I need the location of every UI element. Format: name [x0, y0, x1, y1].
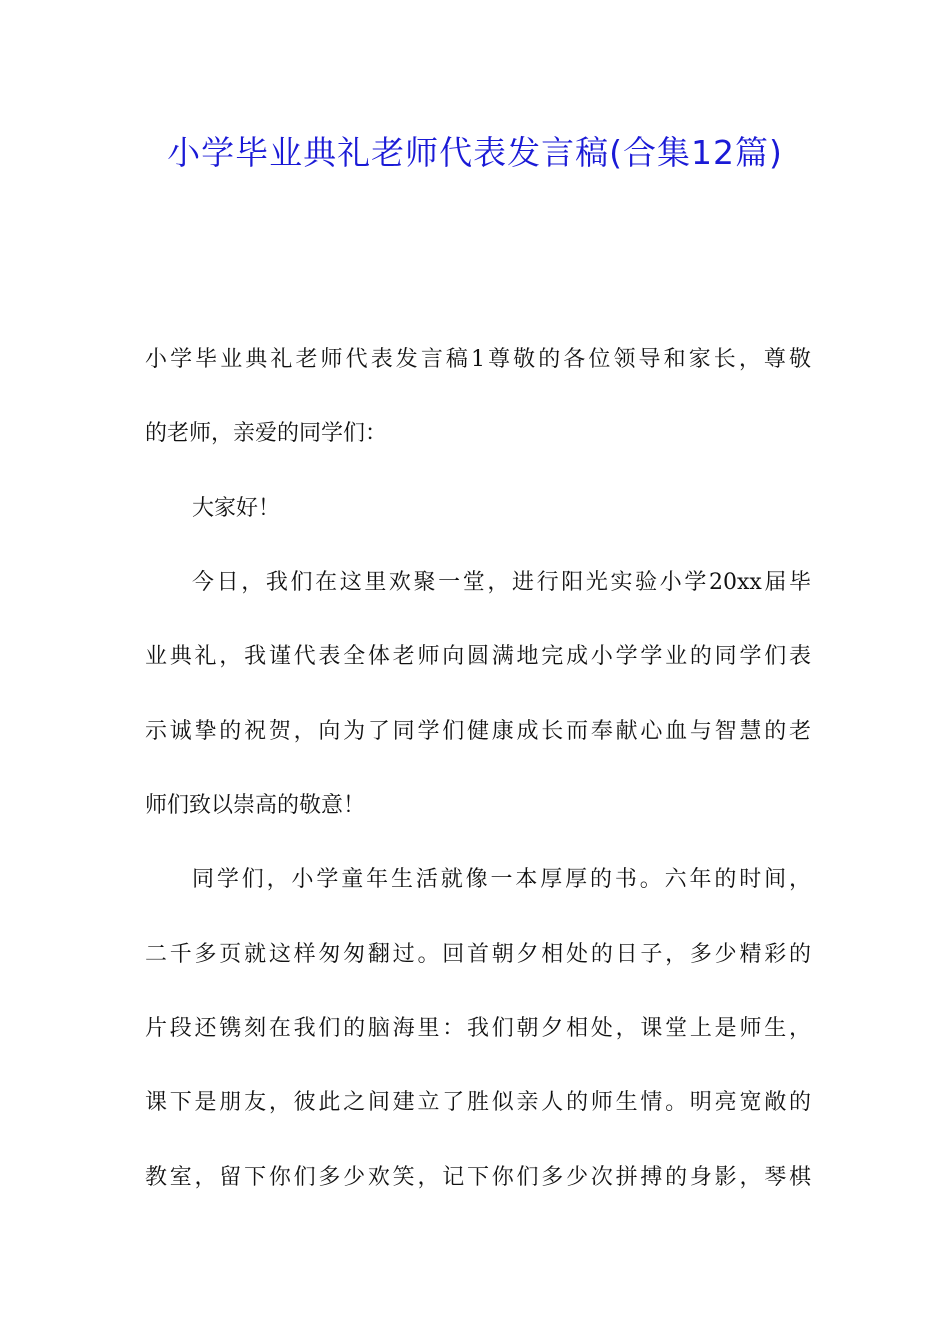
- paragraph-line: 二千多页就这样匆匆翻过。回首朝夕相处的日子，多少精彩的: [145, 942, 811, 967]
- paragraph-line: 同学们，小学童年生活就像一本厚厚的书。六年的时间，: [192, 867, 811, 892]
- paragraph-line: 业典礼，我谨代表全体老师向圆满地完成小学学业的同学们表: [145, 644, 811, 669]
- paragraph-line: 小学毕业典礼老师代表发言稿1尊敬的各位领导和家长，尊敬: [145, 347, 811, 372]
- paragraph-line: 教室，留下你们多少欢笑，记下你们多少次拼搏的身影，琴棋: [145, 1165, 811, 1190]
- paragraph-line: 大家好！: [192, 496, 281, 521]
- paragraph-line: 示诚挚的祝贺，向为了同学们健康成长而奉献心血与智慧的老: [145, 719, 811, 744]
- document-title: 小学毕业典礼老师代表发言稿(合集12篇): [167, 133, 783, 172]
- paragraph-line: 片段还镌刻在我们的脑海里：我们朝夕相处，课堂上是师生，: [145, 1016, 811, 1041]
- paragraph-line: 师们致以崇高的敬意！: [145, 793, 366, 818]
- paragraph-line: 今日，我们在这里欢聚一堂，进行阳光实验小学20xx届毕: [192, 570, 811, 595]
- paragraph-line: 的老师，亲爱的同学们：: [145, 421, 388, 446]
- paragraph-line: 课下是朋友，彼此之间建立了胜似亲人的师生情。明亮宽敞的: [145, 1090, 811, 1115]
